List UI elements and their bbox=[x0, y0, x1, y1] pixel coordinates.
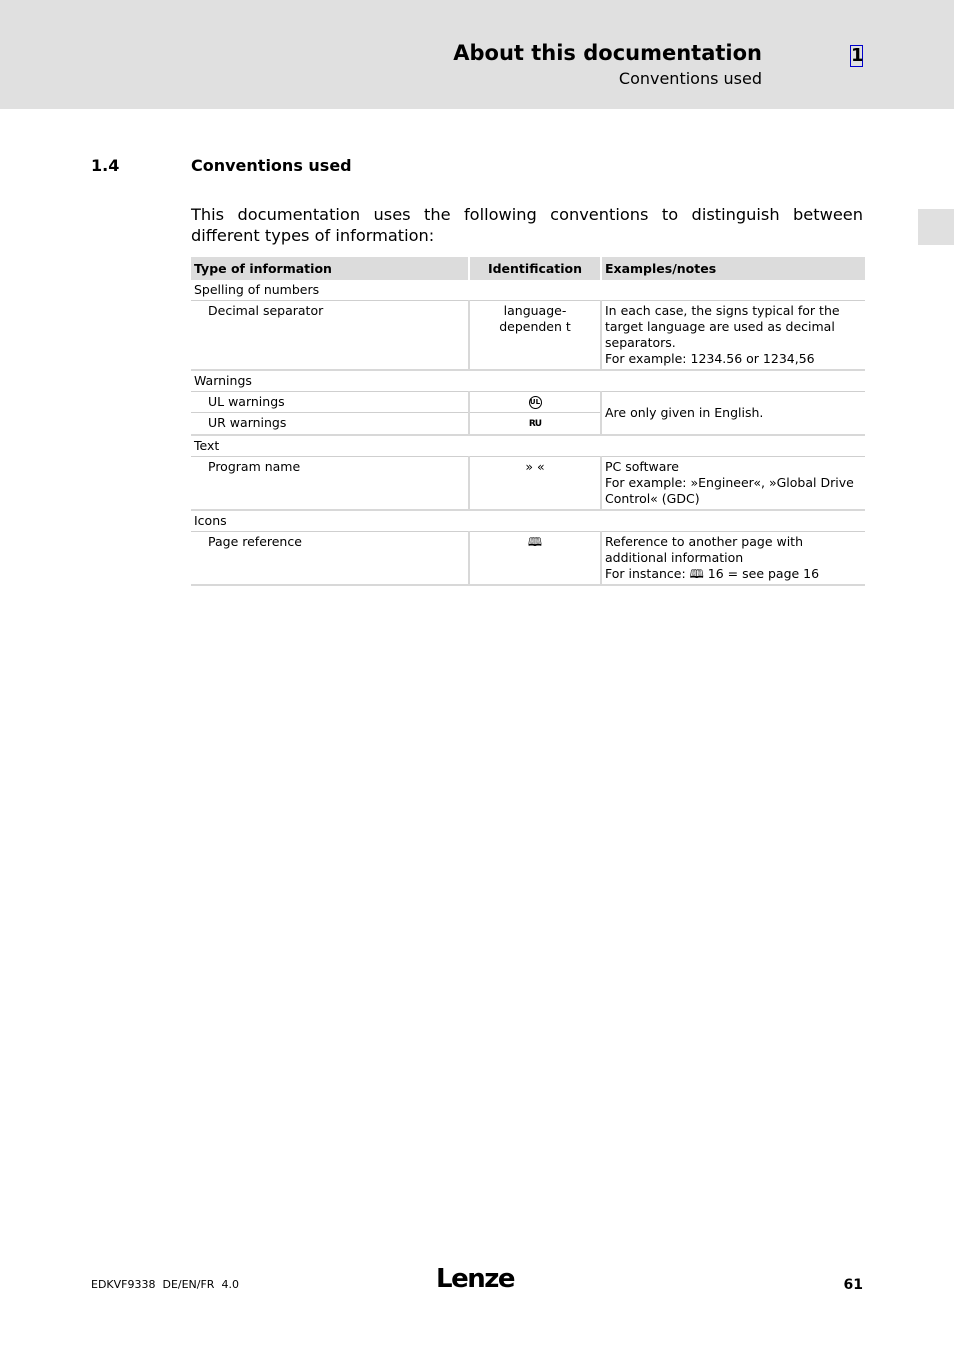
column-header: Examples/notes bbox=[601, 257, 865, 280]
note-line: For example: 1234.56 or 1234,56 bbox=[605, 351, 815, 366]
note-line: For example: »Engineer«, »Global Drive Control« (GDC) bbox=[605, 474, 854, 506]
header-title: About this documentation bbox=[453, 41, 762, 65]
lenze-logo: Lenze bbox=[436, 1264, 514, 1294]
table-header-row bbox=[191, 257, 865, 280]
note-line: PC software bbox=[605, 458, 679, 474]
row-note: Are only given in English. bbox=[601, 392, 865, 435]
row-note bbox=[601, 531, 865, 585]
row-identification bbox=[469, 531, 601, 585]
ul-mark-icon: UL bbox=[529, 396, 542, 409]
page-number: 61 bbox=[843, 1277, 863, 1293]
note-prefix: For instance: bbox=[605, 565, 690, 581]
row-identification: » « bbox=[469, 456, 601, 510]
intro-paragraph: This documentation uses the following conventions to distinguish between different types of information: bbox=[191, 205, 863, 245]
table-group-row bbox=[191, 280, 865, 301]
row-identification bbox=[469, 413, 601, 435]
book-icon: 🕮 bbox=[527, 534, 543, 549]
note-line bbox=[605, 566, 862, 582]
row-type: Program name bbox=[191, 456, 469, 510]
table-row bbox=[191, 456, 865, 510]
group-label: Spelling of numbers bbox=[191, 280, 865, 301]
note-suffix: 16 = see page 16 bbox=[703, 565, 820, 581]
column-header: Type of information bbox=[191, 257, 469, 280]
note-line: In each case, the signs typical for the target language are used as decimal separators. bbox=[605, 303, 840, 350]
book-icon: 🕮 bbox=[689, 566, 704, 581]
side-tab-marker bbox=[918, 209, 954, 245]
ur-mark-icon: RU bbox=[528, 418, 542, 429]
table-group-row bbox=[191, 510, 865, 532]
group-label: Warnings bbox=[191, 370, 865, 392]
group-label: Text bbox=[191, 435, 865, 457]
column-header: Identification bbox=[469, 257, 601, 280]
row-type: UR warnings bbox=[191, 413, 469, 435]
section-number: 1.4 bbox=[91, 156, 120, 175]
table-group-row bbox=[191, 435, 865, 457]
row-type: Decimal separator bbox=[191, 301, 469, 371]
row-note bbox=[601, 301, 865, 371]
table-row bbox=[191, 531, 865, 585]
table-row bbox=[191, 392, 865, 413]
note-line: Reference to another page with additional information bbox=[605, 533, 804, 565]
table-group-row bbox=[191, 370, 865, 392]
row-identification: language-dependen t bbox=[469, 301, 601, 371]
table-row bbox=[191, 301, 865, 371]
group-label: Icons bbox=[191, 510, 865, 532]
header-subtitle: Conventions used bbox=[618, 69, 762, 88]
row-type: Page reference bbox=[191, 531, 469, 585]
document-id: EDKVF9338 DE/EN/FR 4.0 bbox=[91, 1278, 239, 1291]
conventions-table bbox=[191, 257, 865, 586]
chapter-number-link[interactable]: 1 bbox=[851, 45, 864, 66]
section-title: Conventions used bbox=[191, 156, 352, 175]
page-header bbox=[0, 0, 954, 109]
row-note bbox=[601, 456, 865, 510]
row-type: UL warnings bbox=[191, 392, 469, 413]
row-identification bbox=[469, 392, 601, 413]
